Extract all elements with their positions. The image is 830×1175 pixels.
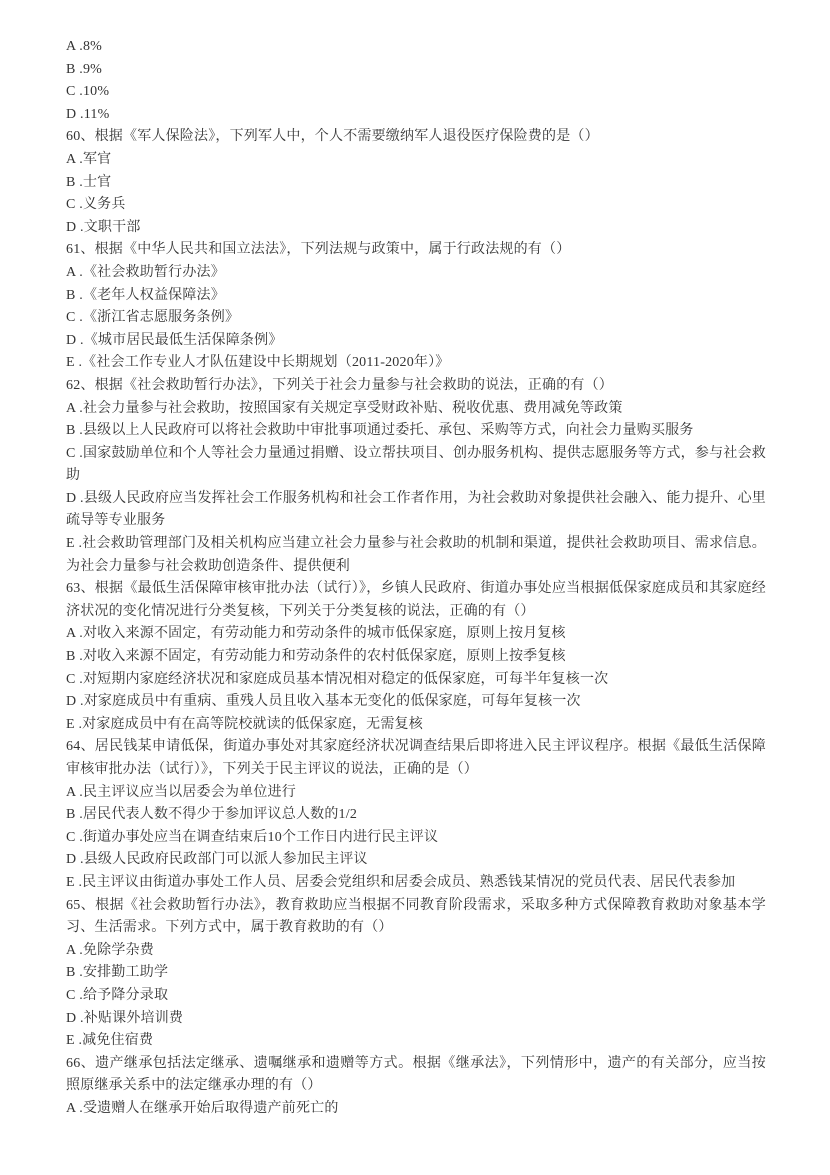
question-number: 60、 <box>66 129 95 145</box>
option-line <box>66 691 766 714</box>
option-line <box>66 714 766 737</box>
option-line <box>66 194 766 217</box>
option-line <box>66 962 766 985</box>
option-text: 民主评议应当以居委会为单位进行 <box>82 784 296 800</box>
option-text: 县级以上人民政府可以将社会救助中审批事项通过委托、承包、采购等方式，向社会力量购买服务 <box>82 423 694 439</box>
question-61-stem <box>66 239 766 262</box>
option-text: 义务兵 <box>82 197 126 213</box>
option-line <box>66 1008 766 1031</box>
option-text: 免除学杂费 <box>82 942 154 958</box>
option-label: B . <box>66 423 83 439</box>
question-stem-text: 根据《最低生活保障审核审批办法（试行）》，乡镇人民政府、街道办事处应当根据低保家庭成员和其家庭经济状况的变化情况进行分类复核，下列关于分类复核的说法，正确的有（） <box>66 581 766 619</box>
option-label: A . <box>66 784 83 800</box>
question-number: 63、 <box>66 581 95 597</box>
option-label: C . <box>66 671 83 687</box>
option-text: 县级人民政府应当发挥社会工作服务机构和社会工作者作用，为社会救助对象提供社会融入、能力提升、心里疏导等专业服务 <box>66 490 766 529</box>
question-number: 61、 <box>66 242 95 258</box>
question-62-stem <box>66 375 766 398</box>
question-number: 65、 <box>66 897 96 913</box>
option-text: 社会救助管理部门及相关机构应当建立社会力量参与社会救助的机制和渠道，提供社会救助项目、需求信息。为社会力量参与社会救助创造条件、提供便利 <box>66 536 766 574</box>
option-text: 《浙江省志愿服务条例》 <box>82 310 240 326</box>
option-text: 减免住宿费 <box>82 1033 154 1049</box>
option-line <box>66 217 766 240</box>
option-label: E . <box>66 355 83 371</box>
question-stem-text: 遗产继承包括法定继承、遗嘱继承和遗赠等方式。根据《继承法》，下列情形中，遗产的有关部分，应当按照原继承关系中的法定继承办理的有（） <box>66 1055 766 1094</box>
option-label: D . <box>66 490 84 506</box>
option-label: B . <box>66 61 83 77</box>
option-line <box>66 985 766 1008</box>
option-text: 给予降分录取 <box>82 987 169 1003</box>
option-text: 对收入来源不固定，有劳动能力和劳动条件的城市低保家庭，原则上按月复核 <box>82 626 566 642</box>
option-label: A . <box>66 942 83 958</box>
option-label: A . <box>66 400 83 416</box>
option-label: A . <box>66 264 83 280</box>
option-label: D . <box>66 694 84 710</box>
option-label: C . <box>66 310 83 326</box>
question-63-stem <box>66 578 766 623</box>
option-label: A . <box>66 151 83 167</box>
option-text: 10% <box>82 84 110 100</box>
option-text: 对短期内家庭经济状况和家庭成员基本情况相对稳定的低保家庭，可每半年复核一次 <box>82 671 609 687</box>
question-66-stem <box>66 1053 766 1098</box>
option-text: 居民代表人数不得少于参加评议总人数的1/2 <box>82 807 358 823</box>
option-text: 8% <box>82 39 103 54</box>
option-label: C . <box>66 445 83 461</box>
question-stem-text: 居民钱某申请低保，街道办事处对其家庭经济状况调查结果后即将进入民主评议程序。根据《最低生活保障审核审批办法（试行）》，下列关于民主评议的说法，正确的是（） <box>66 739 766 777</box>
option-line <box>66 804 766 827</box>
option-line <box>66 646 766 669</box>
option-label: D . <box>66 852 84 868</box>
option-line <box>66 398 766 421</box>
option-line <box>66 623 766 646</box>
option-line <box>66 1098 766 1121</box>
option-label: D . <box>66 1010 84 1026</box>
option-line <box>66 940 766 963</box>
option-text: 受遗赠人在继承开始后取得遗产前死亡的 <box>82 1100 339 1116</box>
option-label: D . <box>66 332 84 348</box>
option-text: 士官 <box>82 174 112 190</box>
option-line <box>66 352 766 375</box>
option-line <box>66 533 766 578</box>
option-text: 社会力量参与社会救助，按照国家有关规定享受财政补贴、税收优惠、费用减免等政策 <box>82 400 623 416</box>
option-label: B . <box>66 965 83 981</box>
option-text: 《社会工作专业人才队伍建设中长期规划（2011-2020年）》 <box>82 355 450 371</box>
question-number: 62、 <box>66 377 95 393</box>
option-label: E . <box>66 874 83 890</box>
option-line <box>66 149 766 172</box>
option-text: 县级人民政府民政部门可以派人参加民主评议 <box>83 852 368 868</box>
option-text: 《社会救助暂行办法》 <box>82 264 225 280</box>
option-text: 民主评议由街道办事处工作人员、居委会党组织和居委会成员、熟悉钱某情况的党员代表、居民代表参加 <box>82 874 736 890</box>
option-label: C . <box>66 829 83 845</box>
question-number: 66、 <box>66 1055 96 1071</box>
option-line <box>66 307 766 330</box>
option-label: B . <box>66 174 83 190</box>
option-label: C . <box>66 987 83 1003</box>
option-line <box>66 1030 766 1053</box>
option-text: 11% <box>83 106 110 122</box>
option-label: D . <box>66 106 84 122</box>
question-stem-text: 根据《军人保险法》，下列军人中，个人不需要缴纳军人退役医疗保险费的是（） <box>94 129 599 145</box>
question-65-stem <box>66 895 766 940</box>
option-text: 军官 <box>82 151 112 167</box>
question-stem-text: 根据《社会救助暂行办法》，下列关于社会力量参与社会救助的说法，正确的有（） <box>94 377 614 393</box>
option-line <box>66 669 766 692</box>
option-line <box>66 104 766 127</box>
question-64-stem <box>66 736 766 781</box>
option-text: 对收入来源不固定，有劳动能力和劳动条件的农村低保家庭，原则上按季复核 <box>82 649 566 665</box>
option-label: B . <box>66 807 83 823</box>
option-line <box>66 420 766 443</box>
option-line <box>66 443 766 488</box>
option-line <box>66 172 766 195</box>
question-60-stem <box>66 126 766 149</box>
option-line <box>66 81 766 104</box>
option-text: 《老年人权益保障法》 <box>82 287 225 303</box>
question-stem-text: 根据《社会救助暂行办法》，教育救助应当根据不同教育阶段需求，采取多种方式保障教育救助对象基本学习、生活需求。下列方式中，属于教育救助的有（） <box>66 897 766 936</box>
document-body <box>66 36 766 1121</box>
option-line <box>66 827 766 850</box>
option-text: 安排勤工助学 <box>82 965 169 981</box>
option-line <box>66 782 766 805</box>
option-label: D . <box>66 219 84 235</box>
option-line <box>66 262 766 285</box>
option-line <box>66 285 766 308</box>
option-label: A . <box>66 626 83 642</box>
option-text: 对家庭成员中有在高等院校就读的低保家庭，无需复核 <box>82 716 423 732</box>
option-text: 对家庭成员中有重病、重残人员且收入基本无变化的低保家庭，可每年复核一次 <box>83 694 581 710</box>
option-line <box>66 36 766 59</box>
option-label: C . <box>66 197 83 213</box>
option-label: A . <box>66 39 83 54</box>
option-line <box>66 849 766 872</box>
option-label: B . <box>66 649 83 665</box>
option-text: 《城市居民最低生活保障条例》 <box>83 332 283 348</box>
option-line <box>66 330 766 353</box>
option-label: E . <box>66 536 83 552</box>
option-text: 补贴课外培训费 <box>83 1010 184 1026</box>
option-label: A . <box>66 1100 83 1116</box>
option-label: C . <box>66 84 83 100</box>
option-text: 文职干部 <box>83 219 141 235</box>
option-label: B . <box>66 287 83 303</box>
option-line <box>66 59 766 82</box>
option-text: 国家鼓励单位和个人等社会力量通过捐赠、设立帮扶项目、创办服务机构、提供志愿服务等方式，参与社会救助 <box>66 445 766 484</box>
question-number: 64、 <box>66 739 95 755</box>
option-line <box>66 488 766 533</box>
question-stem-text: 根据《中华人民共和国立法法》，下列法规与政策中，属于行政法规的有（） <box>94 242 571 258</box>
option-text: 街道办事处应当在调查结束后10个工作日内进行民主评议 <box>82 829 439 845</box>
option-label: E . <box>66 716 83 732</box>
option-text: 9% <box>82 61 103 77</box>
option-label: E . <box>66 1033 83 1049</box>
option-line <box>66 872 766 895</box>
